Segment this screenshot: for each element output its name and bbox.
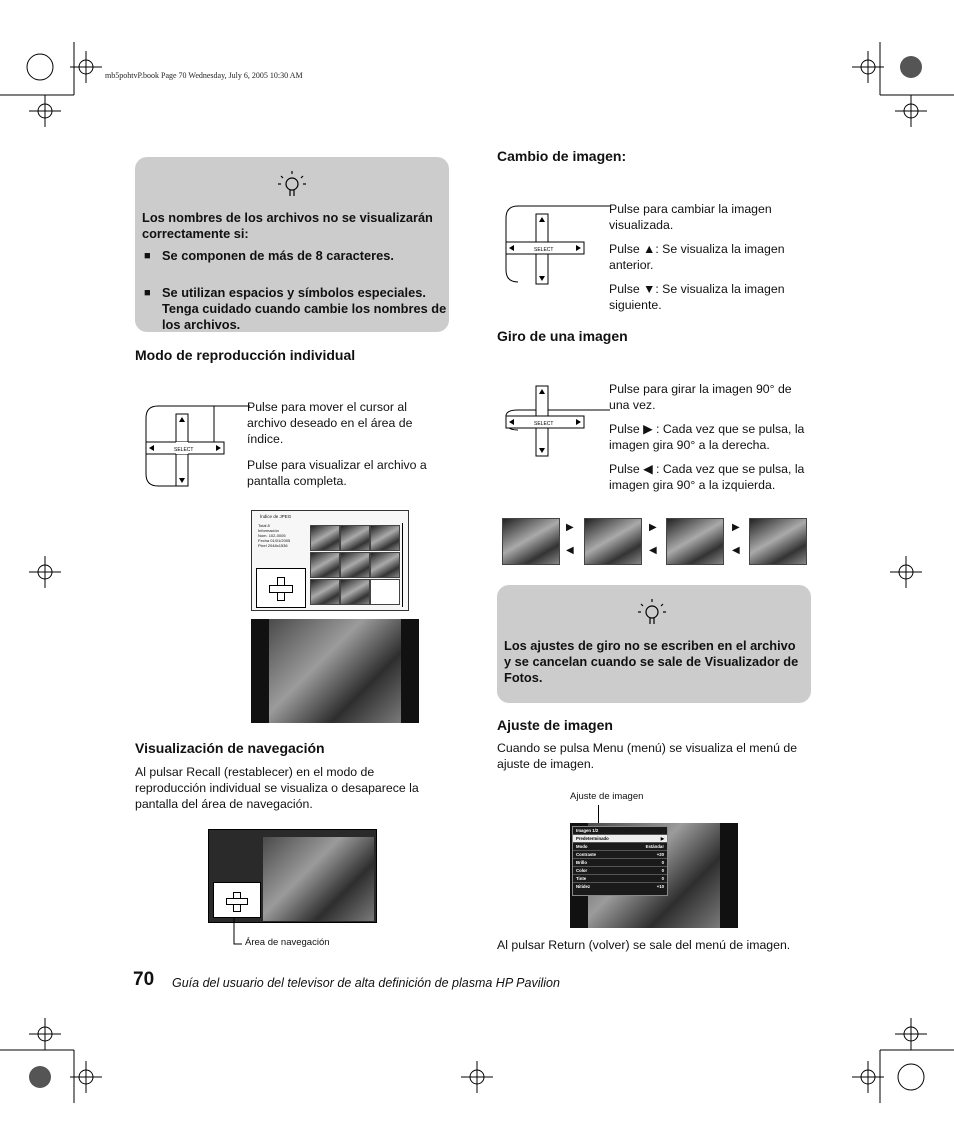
menu-row[interactable] xyxy=(573,882,667,890)
tip-bullet-2: ■ Se utilizan espacios y símbolos especiales. Tenga cuidado cuando cambie los nombres de los archivos. xyxy=(142,285,452,333)
nav-text: Al pulsar Recall (restablecer) en el modo de reproducción individual se visualiza o desaparece la pantalla del área de navegación. xyxy=(135,765,419,811)
dpad-change xyxy=(500,200,610,290)
right-arrow-icon: ▶ xyxy=(566,522,574,533)
navigation-screen xyxy=(208,829,377,923)
left-arrow-icon: ◀ xyxy=(649,545,657,556)
index-dpad-preview xyxy=(256,568,306,608)
adjust-return-text: Al pulsar Return (volver) se sale del menú de imagen. xyxy=(497,938,791,952)
lightbulb-icon xyxy=(635,597,669,627)
file-info-header: mb5pohtvP.book Page 70 Wednesday, July 6, 2005 10:30 AM xyxy=(105,71,303,80)
menu-row[interactable] xyxy=(573,842,667,850)
menu-row[interactable] xyxy=(573,858,667,866)
menu-page: 1/2 xyxy=(592,828,599,833)
single-move-text: Pulse para mover el cursor al archivo deseado en el área de índice. xyxy=(247,400,413,446)
jpeg-index-screen xyxy=(251,510,409,611)
menu-title: Imagen xyxy=(576,828,592,833)
menu-row-value: Estándar xyxy=(645,844,664,849)
image-menu xyxy=(572,826,668,896)
rotate-text-1: Pulse para girar la imagen 90° de una vez. xyxy=(609,382,792,412)
nav-title: Visualización de navegación xyxy=(135,740,325,756)
index-info-panel xyxy=(258,523,304,551)
menu-row-label: Color xyxy=(576,868,588,873)
menu-row-label: Predeterminado xyxy=(576,836,609,841)
tip-bullet-1: ■ Se componen de más de 8 caracteres. xyxy=(142,248,452,264)
name-label: Nom. xyxy=(258,533,268,538)
nav-callout-line xyxy=(232,918,244,948)
menu-row-value: +20 xyxy=(656,852,664,857)
dpad-single xyxy=(140,400,250,492)
rotate-title: Giro de una imagen xyxy=(497,328,628,344)
rotation-photo-4 xyxy=(749,518,807,565)
page-number: 70 xyxy=(133,969,155,990)
guide-title: Guía del usuario del televisor de alta definición de plasma HP Pavilion xyxy=(172,976,560,990)
rotation-photo-3 xyxy=(666,518,724,565)
index-title: Índice de JPEG xyxy=(260,514,292,519)
menu-row[interactable] xyxy=(573,834,667,842)
dpad-select-label: SELECT xyxy=(534,421,554,427)
date-value: 01/01/2005 xyxy=(270,538,291,543)
menu-row-value: +10 xyxy=(656,884,664,889)
date-label: Fecha xyxy=(258,538,270,543)
thumb-2[interactable] xyxy=(340,525,370,551)
dpad-select-label: SELECT xyxy=(534,247,554,253)
tip-intro: Los nombres de los archivos no se visualizarán correctamente si: xyxy=(142,210,433,241)
rotate-text-2: Pulse ▶ : Cada vez que se pulsa, la imagen gira 90° a la derecha. xyxy=(609,422,805,452)
rotation-photo-2 xyxy=(584,518,642,565)
tip-box-rotation xyxy=(497,585,811,703)
menu-row-label: Nitidez xyxy=(576,884,591,889)
thumb-7[interactable] xyxy=(310,579,340,605)
adjust-screen xyxy=(570,823,738,928)
change-text-3: Pulse ▼: Se visualiza la imagen siguiente. xyxy=(609,282,785,312)
thumb-grid xyxy=(310,525,400,607)
menu-row-label: Tinte xyxy=(576,876,587,881)
thumb-1[interactable] xyxy=(310,525,340,551)
dpad-select-label: SELECT xyxy=(174,447,194,453)
thumb-4[interactable] xyxy=(310,552,340,578)
index-scrollbar[interactable] xyxy=(402,523,406,607)
lightbulb-icon xyxy=(275,169,309,199)
thumb-3[interactable] xyxy=(370,525,400,551)
fullscreen-photo xyxy=(251,619,419,723)
single-mode-title: Modo de reproducción individual xyxy=(135,347,356,363)
change-text-1: Pulse para cambiar la imagen visualizada. xyxy=(609,202,772,232)
index-total: Total 8 xyxy=(258,523,270,528)
thumb-5[interactable] xyxy=(340,552,370,578)
thumb-8[interactable] xyxy=(340,579,370,605)
change-text-2: Pulse ▲: Se visualiza la imagen anterior. xyxy=(609,242,785,272)
rotation-photo-1 xyxy=(502,518,560,565)
left-arrow-icon: ◀ xyxy=(732,545,740,556)
menu-row-value: 0 xyxy=(661,876,664,881)
name-value: 102-0005 xyxy=(268,533,286,538)
nav-area-label: Área de navegación xyxy=(245,937,330,948)
menu-rows xyxy=(573,834,667,890)
menu-row[interactable] xyxy=(573,866,667,874)
index-info: Información xyxy=(258,528,279,533)
tip-rotation-text: Los ajustes de giro no se escriben en el archivo y se cancelan cuando se sale de Visualizador de Fotos. xyxy=(504,638,799,685)
adjust-label: Ajuste de imagen xyxy=(570,791,644,802)
menu-header xyxy=(573,827,667,834)
menu-row-label: Contraste xyxy=(576,852,597,857)
left-arrow-icon: ◀ xyxy=(566,545,574,556)
adjust-text: Cuando se pulsa Menu (menú) se visualiza el menú de ajuste de imagen. xyxy=(497,741,798,771)
football-photo xyxy=(269,619,401,723)
nav-photo xyxy=(263,837,374,921)
rotate-text-3: Pulse ◀ : Cada vez que se pulsa, la imagen gira 90° a la izquierda. xyxy=(609,462,805,492)
change-title: Cambio de imagen: xyxy=(497,148,627,164)
tip-box-filenames xyxy=(135,157,449,332)
adjust-title: Ajuste de imagen xyxy=(497,717,613,733)
menu-row-value: 0 xyxy=(661,860,664,865)
pixel-label: Pixel xyxy=(258,543,267,548)
navigation-area-box xyxy=(213,882,261,918)
menu-row-value: ▶ xyxy=(660,836,664,841)
dpad-rotate xyxy=(500,380,610,460)
menu-row-label: Modo xyxy=(576,844,588,849)
menu-row[interactable] xyxy=(573,874,667,882)
single-full-text: Pulse para visualizar el archivo a pantalla completa. xyxy=(247,458,427,488)
thumb-6[interactable] xyxy=(370,552,400,578)
pixel-value: 2048x1536 xyxy=(267,543,288,548)
right-arrow-icon: ▶ xyxy=(732,522,740,533)
thumb-empty xyxy=(370,579,400,605)
menu-row-label: Brillo xyxy=(576,860,587,865)
menu-row-value: 0 xyxy=(661,868,664,873)
menu-row[interactable] xyxy=(573,850,667,858)
right-arrow-icon: ▶ xyxy=(649,522,657,533)
